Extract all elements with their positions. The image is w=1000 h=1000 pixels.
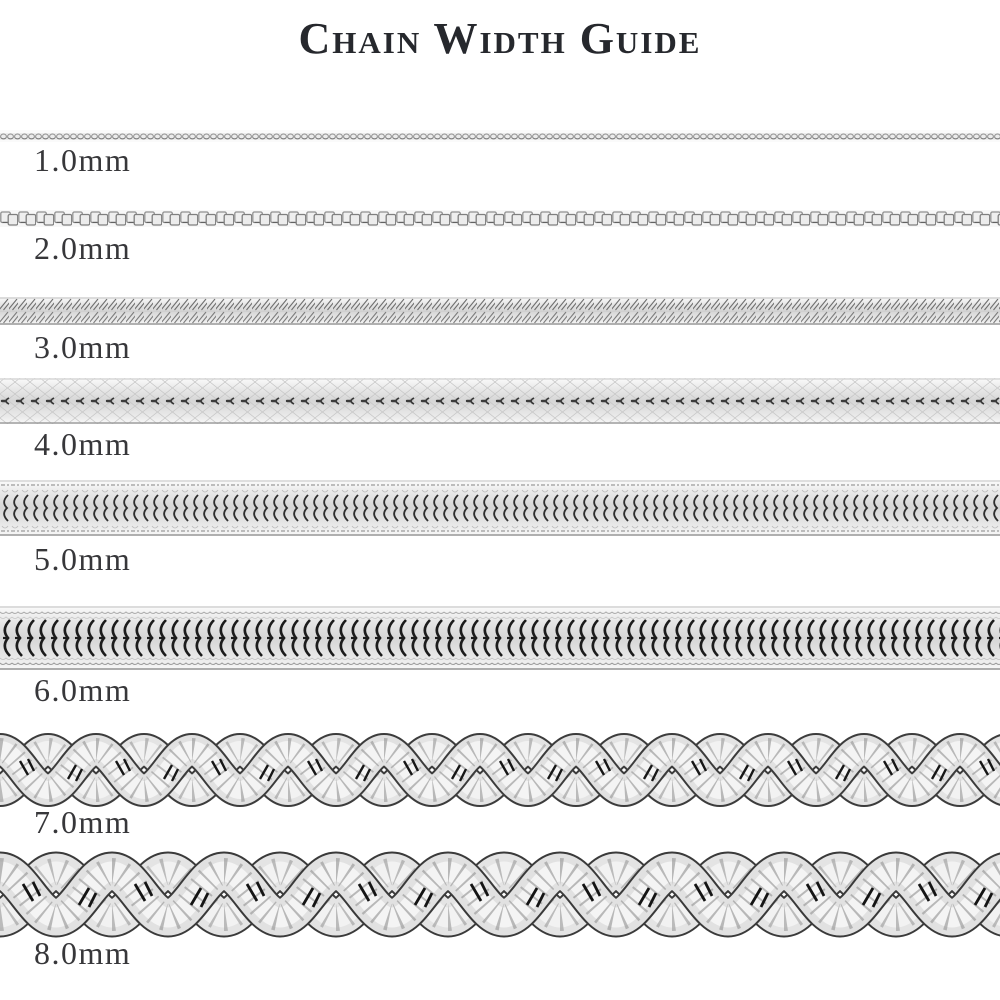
chain-image-snake-4mm — [0, 378, 1000, 424]
chain-image-cable-1mm — [0, 130, 1000, 142]
chain-image-box-2mm — [0, 210, 1000, 227]
chain-image-snake-5mm — [0, 480, 1000, 536]
size-label-2mm: 2.0mm — [34, 230, 132, 266]
chain-image-snake-3mm — [0, 297, 1000, 325]
chain-image-snake-6mm — [0, 606, 1000, 670]
size-label-4mm: 4.0mm — [34, 426, 132, 462]
page-title: Chain Width Guide — [298, 14, 702, 63]
size-label-3mm: 3.0mm — [34, 329, 132, 365]
chain-image-rope-7mm — [0, 733, 1000, 807]
size-label-5mm: 5.0mm — [34, 541, 132, 577]
size-label-1mm: 1.0mm — [34, 142, 132, 178]
size-label-8mm: 8.0mm — [34, 935, 132, 971]
size-label-7mm: 7.0mm — [34, 804, 132, 840]
chain-image-rope-8mm — [0, 851, 1000, 938]
size-label-6mm: 6.0mm — [34, 672, 132, 708]
